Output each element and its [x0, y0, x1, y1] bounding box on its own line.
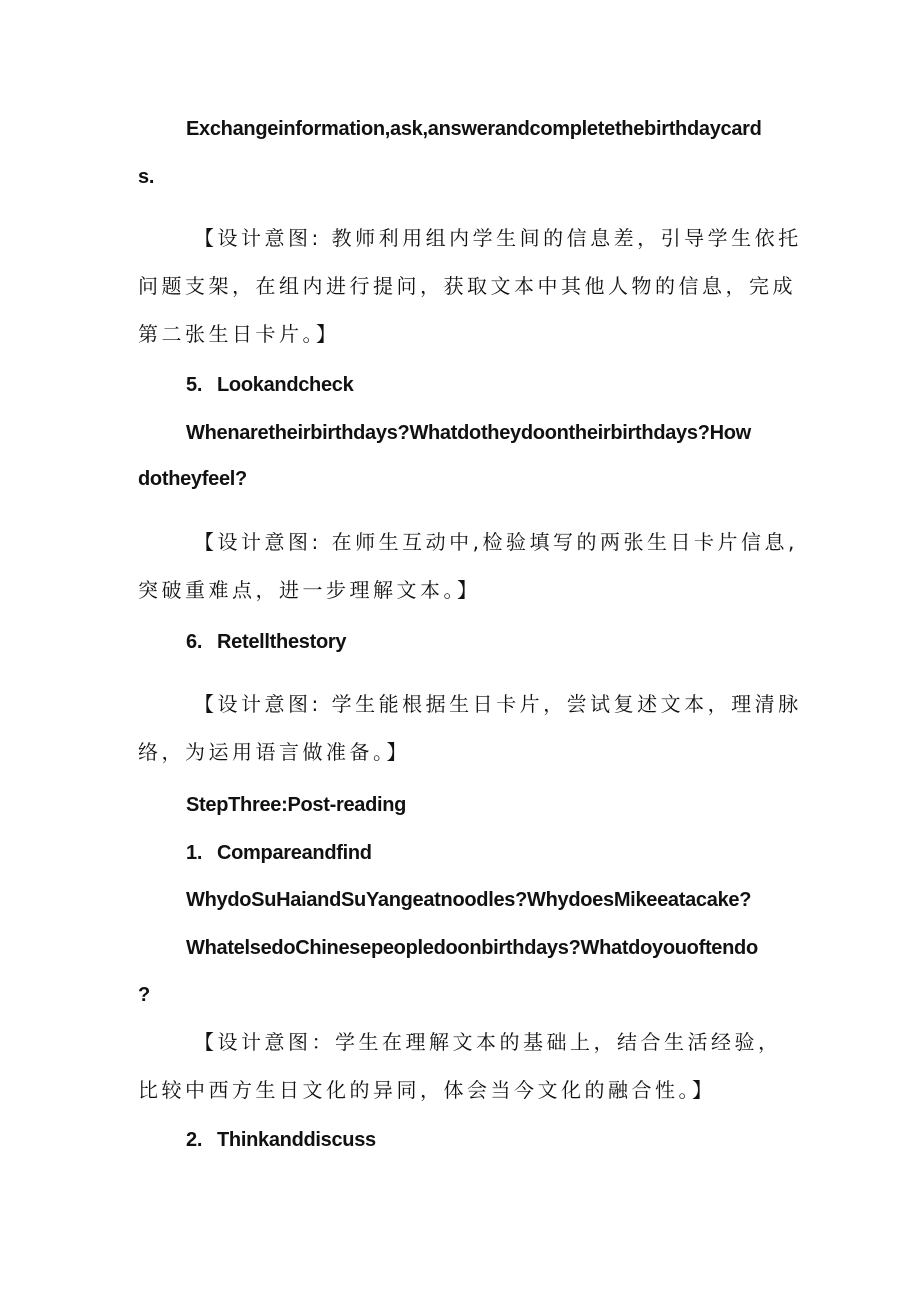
step-three-heading: StepThree:Post-reading: [186, 794, 407, 816]
compare-find-heading: [186, 840, 372, 866]
design-intent-1-line-2: 问题支架，在组内进行提问，获取文本中其他人物的信息，完成: [138, 274, 796, 298]
compare-find-title: Compareandfind: [217, 842, 372, 864]
design-intent-3-line-2: 络，为运用语言做准备。】: [138, 740, 410, 764]
check-questions-line-2: dotheyfeel?: [138, 468, 247, 490]
think-discuss-title: Thinkanddiscuss: [217, 1129, 376, 1151]
compare-find-number: 1.: [186, 842, 203, 864]
design-intent-4-line-2: 比较中西方生日文化的异同，体会当今文化的融合性。】: [138, 1078, 716, 1102]
step-5-heading: [186, 372, 353, 398]
design-intent-3-line-1: 【设计意图: 学生能根据生日卡片，尝试复述文本，理清脉: [194, 692, 802, 716]
compare-questions-line-2: WhatelsedoChinesepeopledoonbirthdays?Whatdoyouoftendo: [186, 937, 758, 959]
compare-questions-line-1: WhydoSuHaiandSuYangeatnoodles?WhydoesMikeeatacake?: [186, 889, 752, 911]
check-questions-line-1: Whenaretheirbirthdays?Whatdotheydoontheirbirthdays?How: [186, 422, 751, 444]
compare-questions-line-3: ?: [138, 984, 150, 1006]
step-6-title: Retellthestory: [217, 631, 347, 653]
exchange-info-line: Exchangeinformation,ask,answerandcompletethebirthdaycard: [186, 118, 762, 140]
step-6-heading: [186, 629, 346, 655]
design-intent-1-line-3: 第二张生日卡片。】: [138, 322, 340, 346]
design-intent-2-line-1: 【设计意图: 在师生互动中,检验填写的两张生日卡片信息,: [194, 530, 798, 554]
step-5-number: 5.: [186, 374, 203, 396]
step-5-title: Lookandcheck: [217, 374, 354, 396]
exchange-info-line-wrap: s.: [138, 166, 155, 188]
think-discuss-number: 2.: [186, 1129, 203, 1151]
design-intent-2-line-2: 突破重难点，进一步理解文本。】: [138, 578, 481, 602]
think-discuss-heading: [186, 1127, 376, 1153]
design-intent-1-line-1: 【设计意图: 教师利用组内学生间的信息差，引导学生依托: [194, 226, 802, 250]
step-6-number: 6.: [186, 631, 203, 653]
design-intent-4-line-1: 【设计意图：学生在理解文本的基础上，结合生活经验，: [194, 1030, 782, 1054]
